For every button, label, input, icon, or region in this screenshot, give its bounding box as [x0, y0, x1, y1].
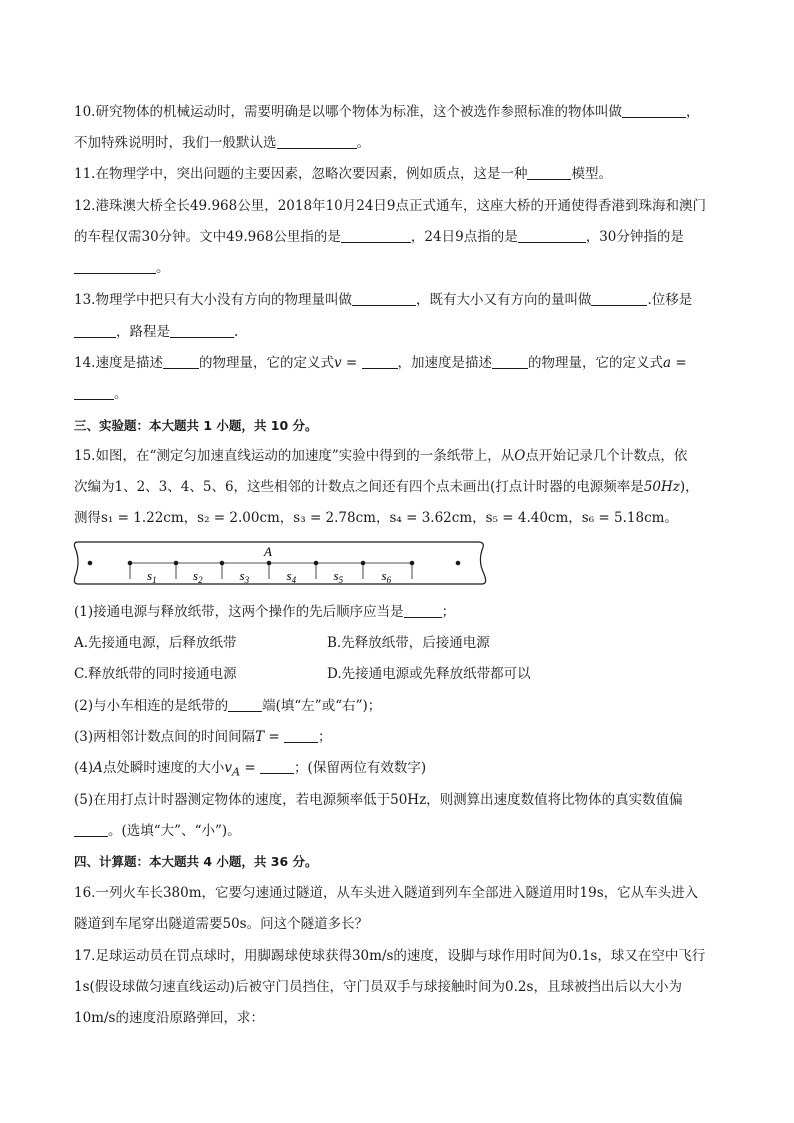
- section-3-heading: 三、实验题：本大题共 1 小题，共 10 分。: [74, 418, 318, 433]
- answer-blank[interactable]: [404, 603, 442, 618]
- question-10-line-2: [74, 133, 370, 153]
- question-12-line-2: [74, 227, 684, 247]
- q13-text: ，既有大小又有方向的量叫做: [415, 292, 592, 308]
- q15-p5-text: 。(选填“大”、“小”)。: [108, 823, 241, 839]
- q15-p1-punct: ；: [441, 604, 456, 620]
- question-15-line-2: [74, 477, 699, 497]
- q15-part-3: [74, 727, 332, 747]
- question-12-line-1: 12.港珠澳大桥全长49.968公里，2018年10月24日9点正式通车，这座大桥的开通使得香港到珠海和澳门: [74, 198, 707, 214]
- question-15-line-3: 测得s₁ = 1.22cm，s₂ = 2.00cm，s₃ = 2.78cm，s₄ = 3.62cm，s₅ = 4.40cm，s₆ = 5.18cm。: [74, 510, 678, 526]
- option-C[interactable]: C.释放纸带的同时接通电源: [74, 666, 237, 682]
- section-4-heading: 四、计算题：本大题共 4 小题，共 36 分。: [74, 854, 318, 869]
- question-15-line-1: [74, 446, 687, 466]
- q10-punct: 。: [356, 135, 370, 151]
- question-11: [74, 164, 612, 184]
- question-16-line-1: 16.一列火车长380m，它要匀速通过隧道，从车头进入隧道到列车全部进入隧道用时19s，它从车头进入: [74, 885, 699, 901]
- q12-text: 的车程仅需30分钟。文中49.968公里指的是: [74, 229, 341, 245]
- frequency-value: 50Hz: [643, 479, 680, 495]
- answer-blank[interactable]: [74, 385, 114, 400]
- equals-sign: =: [240, 760, 261, 776]
- q12-text: ，24日9点指的是: [410, 229, 518, 245]
- q15-part-5-line-2: [74, 821, 241, 841]
- answer-blank[interactable]: [74, 822, 108, 837]
- q10-punct: ，: [685, 104, 700, 120]
- q15-text: )，: [679, 479, 699, 495]
- equals-sign: =: [671, 355, 687, 371]
- q15-p4-text: 点处瞬时速度的大小: [102, 760, 225, 776]
- q15-text: 点开始记录几个计数点，依: [525, 448, 688, 464]
- q14-text: 的物理量，它的定义式: [528, 355, 664, 371]
- tape-dot: [88, 561, 93, 566]
- segment-label-s6: $s_6$: [381, 568, 392, 585]
- equals-sign: =: [264, 729, 285, 745]
- answer-blank[interactable]: [622, 103, 686, 118]
- q13-text: .位移是: [647, 292, 693, 308]
- segment-label-s5: $s_5$: [333, 568, 344, 585]
- q15-p4-text: (4): [74, 760, 94, 776]
- paper-tape-figure: [72, 538, 492, 588]
- period-symbol: T: [255, 729, 265, 745]
- answer-blank[interactable]: [74, 323, 116, 338]
- answer-blank[interactable]: [228, 697, 262, 712]
- q15-p3-text: (3)两相邻计数点间的时间间隔: [74, 729, 256, 745]
- point-A: A: [93, 760, 103, 776]
- answer-blank[interactable]: [341, 228, 411, 243]
- point-A-label: A: [264, 544, 272, 559]
- answer-blank[interactable]: [527, 165, 571, 180]
- q10-text: 不加特殊说明时，我们一般默认选: [74, 135, 277, 151]
- velocity-symbol: v: [224, 760, 233, 776]
- question-12-line-3: [74, 258, 170, 278]
- question-14-line-2: [74, 384, 128, 404]
- answer-blank[interactable]: [284, 728, 318, 743]
- q15-p3-punct: ；: [318, 729, 332, 745]
- answer-blank[interactable]: [492, 354, 528, 369]
- answer-blank[interactable]: [277, 134, 357, 149]
- question-17-line-1: 17.足球运动员在罚点球时，用脚踢球使球获得30m/s的速度，设脚与球作用时间为0.1s，球又在空中飞行: [74, 948, 706, 964]
- q15-part-1: [74, 602, 455, 622]
- q14-punct: 。: [114, 386, 128, 402]
- q11-text: 11.在物理学中，突出问题的主要因素，忽略次要因素，例如质点，这是一种: [74, 166, 528, 182]
- q15-part-2: [74, 696, 381, 716]
- question-13-line-1: [74, 290, 692, 310]
- q15-part-4: [74, 758, 426, 783]
- q15-part-5-line-1: (5)在用打点计时器测定物体的速度，若电源频率低于50Hz，则测算出速度数值将比物体的真实数值偏: [74, 792, 683, 808]
- answer-blank[interactable]: [362, 354, 398, 369]
- q15-p2-text: 端(填“左”或“右”)；: [262, 698, 382, 714]
- segment-label-s4: $s_4$: [286, 568, 297, 585]
- question-16-line-2: 隧道到车尾穿出隧道需要50s。问这个隧道多长？: [74, 916, 369, 932]
- equals-sign: =: [341, 355, 362, 371]
- count-points: [128, 561, 415, 585]
- answer-blank[interactable]: [260, 759, 294, 774]
- q14-text: ，加速度是描述: [397, 355, 493, 371]
- q15-p2-text: (2)与小车相连的是纸带的: [74, 698, 229, 714]
- q10-text: 10.研究物体的机械运动时，需要明确是以哪个物体为标准，这个被选作参照标准的物体叫做: [74, 104, 622, 120]
- q12-punct: 。: [156, 260, 170, 276]
- q15-p4-text: ；(保留两位有效数字): [294, 760, 427, 776]
- segment-label-s1: $s_1$: [147, 568, 157, 585]
- q14-text: 14.速度是描述: [74, 355, 163, 371]
- q12-text: ，30分钟指的是: [585, 229, 684, 245]
- q13-text: 13.物理学中把只有大小没有方向的物理量叫做: [74, 292, 352, 308]
- q15-p1-text: (1)接通电源与释放纸带，这两个操作的先后顺序应当是: [74, 604, 404, 620]
- q15-text: 次编为1、2、3、4、5、6，这些相邻的计数点之间还有四个点未画出(打点计时器的电源频率是: [74, 479, 644, 495]
- answer-blank[interactable]: [170, 323, 234, 338]
- question-13-line-2: [74, 322, 238, 342]
- acceleration-symbol: a: [663, 355, 672, 371]
- option-A[interactable]: A.先接通电源，后释放纸带: [74, 635, 237, 651]
- segment-label-s2: $s_2$: [193, 568, 203, 585]
- answer-blank[interactable]: [74, 259, 156, 274]
- q11-text-end: 模型。: [571, 166, 612, 182]
- answer-blank[interactable]: [591, 291, 647, 306]
- answer-blank[interactable]: [163, 354, 199, 369]
- q14-text: 的物理量，它的定义式: [198, 355, 334, 371]
- answer-blank[interactable]: [352, 291, 416, 306]
- tape-dot: [456, 561, 461, 566]
- question-17-line-2: 1s(假设球做匀速直线运动)后被守门员挡住，守门员双手与球接触时间为0.2s，且球被挡出后以大小为: [74, 979, 682, 995]
- question-10-line-1: [74, 102, 699, 122]
- point-O: O: [514, 448, 526, 464]
- velocity-subscript: A: [232, 765, 241, 779]
- option-D[interactable]: D.先接通电源或先释放纸带都可以: [327, 666, 531, 682]
- question-14-line-1: [74, 353, 687, 373]
- q15-text: 15.如图，在“测定匀加速直线运动的加速度”实验中得到的一条纸带上，从: [74, 448, 515, 464]
- velocity-symbol: v: [333, 355, 342, 371]
- option-B[interactable]: B.先释放纸带，后接通电源: [327, 635, 490, 651]
- segment-label-s3: $s_3$: [239, 568, 250, 585]
- q13-punct: .: [234, 324, 239, 340]
- q13-text: ，路程是: [116, 324, 170, 340]
- question-17-line-3: 10m/s的速度沿原路弹回，求：: [74, 1010, 264, 1026]
- answer-blank[interactable]: [518, 228, 586, 243]
